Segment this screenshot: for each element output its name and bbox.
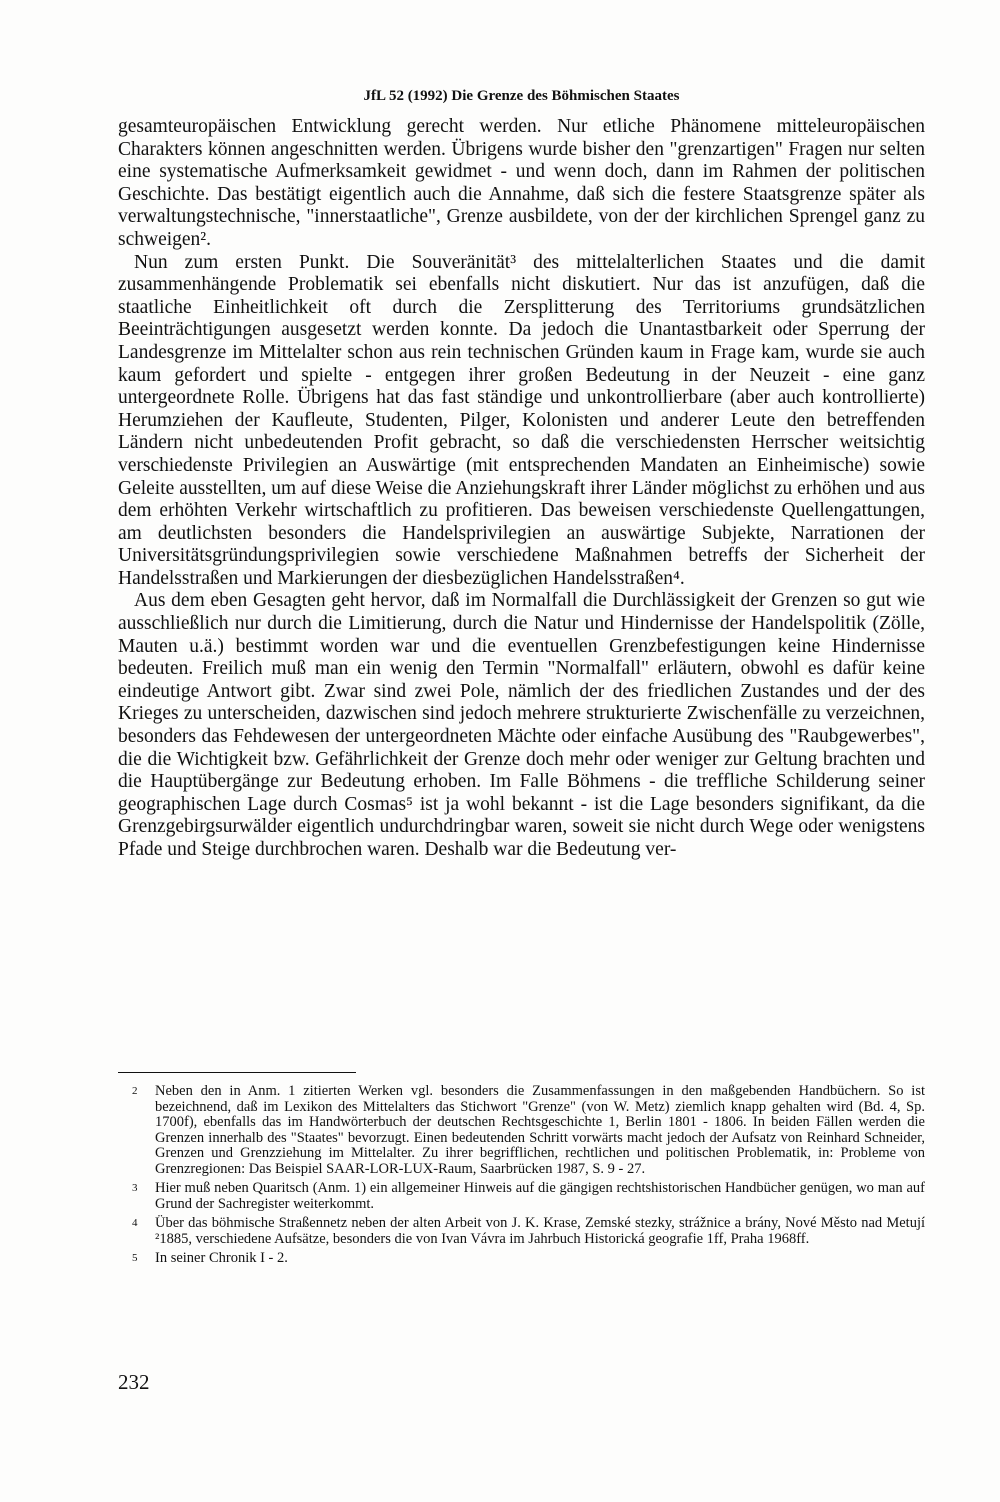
footnote-text: Über das böhmische Straßennetz neben der alten Arbeit von J. K. Krase, Zemské stezky, strážnice a brány, Nové Město nad Metují ²1885, verschiedene Aufsätze, besonders die von Ivan Vávra im Jahrbuch Historická geografie 1ff, Praha 1968ff. bbox=[155, 1215, 925, 1247]
body-text bbox=[118, 116, 925, 862]
footnote bbox=[118, 1251, 925, 1267]
footnote-number: 4 bbox=[132, 1217, 138, 1229]
footnote-separator bbox=[118, 1072, 356, 1073]
footnote-number: 3 bbox=[132, 1182, 138, 1194]
paragraph: Nun zum ersten Punkt. Die Souveränität³ des mittelalterlichen Staates und die damit zusammenhängende Problematik sei ebenfalls nicht diskutiert. Nur das ist anzufügen, daß die staatliche Einheitlichkeit oft durch die Zersplitterung des Territoriums grundsätzlichen Beeinträchtigungen ausgesetzt werden konnte. Da jedoch die Unantastbarkeit oder Sperrung der Landesgrenze im Mittelalter schon aus rein technischen Gründen kaum in Frage kam, wurde sie auch kaum gefordert und spielte - entgegen ihrer großen Bedeutung in der Neuzeit - eine ganz untergeordnete Rolle. Übrigens hat das fast ständige und unkontrollierbare (aber auch kontrollierte) Herumziehen der Kaufleute, Studenten, Pilger, Kolonisten und anderer Leute den betreffenden Ländern nicht unbedeutenden Profit gebracht, so daß die verschiedensten Herrscher weitsichtig verschiedenste Privilegien an Auswärtige (mit entsprechenden Mandaten an Einheimische) sowie Geleite ausstellten, um auf diese Weise die Anziehungskraft ihrer Länder möglichst zu erhöhen und aus dem erhöhten Verkehr wirtschaftlich zu profitieren. Das beweisen verschiedenste Quellengattungen, am deutlichsten besonders die Handelsprivilegien an auswärtige Subjekte, Narrationen der Universitätsgründungsprivilegien sowie verschiedene Maßnahmen betreffs der Sicherheit der Handelsstraßen und Markierungen der diesbezüglichen Handelsstraßen⁴. bbox=[118, 251, 925, 589]
paragraph: gesamteuropäischen Entwicklung gerecht werden. Nur etliche Phänomene mitteleuropäischen Charakters können angeschnitten werden. Übrigens wurde bisher den "grenzartigen" Fragen nur selten eine systematische Aufmerksamkeit gewidmet - und wenn doch, dann im Rahmen der politischen Geschichte. Das bestätigt eigentlich auch die Annahme, daß sich die festere Staatsgrenze später als verwaltungstechnische, "innerstaatliche", Grenze ausbildete, von der der kirchlichen Sprengel ganz zu schweigen². bbox=[118, 116, 925, 250]
footnote-text: Neben den in Anm. 1 zitierten Werken vgl. besonders die Zusammenfassungen in den maßgebenden Handbüchern. So ist bezeichnend, daß im Lexikon des Mittelalters das Stichwort "Grenze" (von W. Metz) ziemlich knapp gehalten wird (Bd. 4, Sp. 1700f), ebenfalls das im Handwörterbuch der deutschen Rechtsgeschichte 1, Berlin 1801 - 1806. In beiden Fällen werden die Grenzen innerhalb des "Staates" bevorzugt. Einen bedeutenden Schritt vorwärts macht jedoch der Aufsatz von Reinhard Schneider, Grenzen und Grenzziehung im Mittelalter. Zu ihrer begrifflichen, rechtlichen und politischen Problematik, in: Probleme von Grenzregionen: Das Beispiel SAAR-LOR-LUX-Raum, Saarbrücken 1987, S. 9 - 27. bbox=[155, 1083, 925, 1177]
running-head: JfL 52 (1992) Die Grenze des Böhmischen Staates bbox=[363, 88, 680, 104]
footnote-number: 2 bbox=[132, 1085, 138, 1097]
footnote bbox=[118, 1216, 925, 1247]
paragraph: Aus dem eben Gesagten geht hervor, daß im Normalfall die Durchlässigkeit der Grenzen so gut wie ausschließlich nur durch die Limitierung, durch die Natur und Hindernisse der Handelspolitik (Zölle, Mauten u.ä.) bestimmt worden war und die eventuellen Grenzbefestigungen keine Hindernisse bedeuten. Freilich muß man ein wenig den Termin "Normalfall" erläutern, obwohl es dafür keine eindeutige Antwort gibt. Zwar sind zwei Pole, nämlich der des friedlichen Zustandes und der des Krieges zu unterscheiden, dazwischen sind jedoch mehrere strukturierte Zwischenfälle zu verzeichnen, besonders das Fehdewesen der untergeordneten Mächte oder einfache Ausübung des "Raubgewerbes", die die Wichtigkeit bzw. Gefährlichkeit der Grenze doch mehr oder weniger zur Geltung brachten und die Hauptübergänge zur Bedeutung erhoben. Im Falle Böhmens - die treffliche Schilderung seiner geographischen Lage durch Cosmas⁵ ist ja wohl bekannt - ist die Lage besonders signifikant, da die Grenzgebirgsurwälder eigentlich undurchdringbar waren, soweit sie nicht durch Wege oder wenigstens Pfade und Steige durchbrochen waren. Deshalb war die Bedeutung ver- bbox=[118, 590, 925, 860]
footnote-text: Hier muß neben Quaritsch (Anm. 1) ein allgemeiner Hinweis auf die gängigen rechtshistorischen Handbücher genügen, wo man auf Grund der Sachregister weiterkommt. bbox=[155, 1180, 925, 1212]
footnote bbox=[118, 1181, 925, 1212]
page-number: 232 bbox=[118, 1370, 150, 1394]
footnote-number: 5 bbox=[132, 1252, 138, 1264]
footnote bbox=[118, 1084, 925, 1177]
footnotes bbox=[118, 1084, 925, 1271]
footnote-text: In seiner Chronik I - 2. bbox=[155, 1250, 288, 1266]
